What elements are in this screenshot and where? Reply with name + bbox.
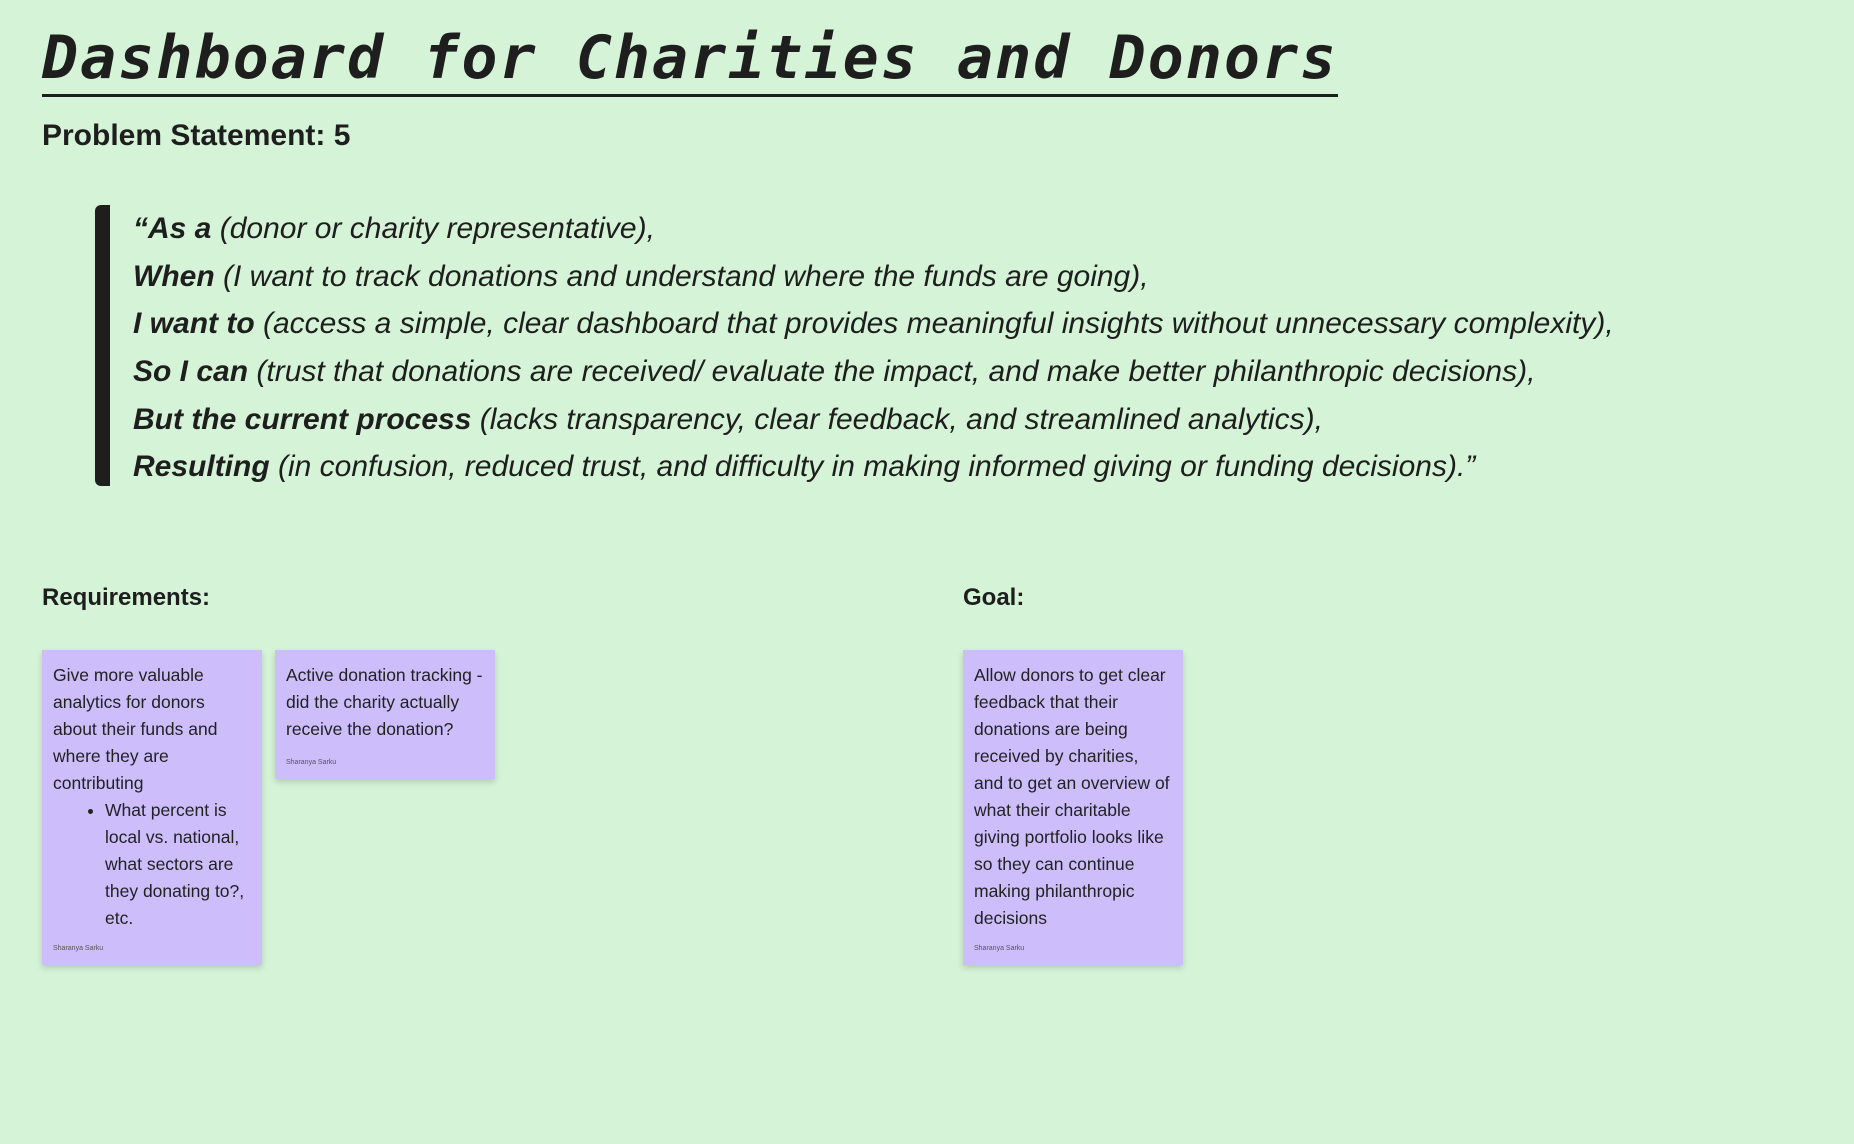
quote-line-i-want-to <box>133 300 1614 348</box>
quote-line-resulting <box>133 443 1614 491</box>
goal-heading: Goal: <box>963 584 1025 611</box>
quote-line-as-a <box>133 205 1614 253</box>
sticky-note-author: Sharanya Sarku <box>286 759 337 766</box>
sticky-note-analytics[interactable] <box>42 650 262 965</box>
quote-keyword: When <box>133 259 215 293</box>
quote-keyword: But the current process <box>133 402 472 436</box>
requirements-heading: Requirements: <box>42 584 211 611</box>
sticky-note-bullet-list <box>53 797 251 932</box>
sticky-note-bullet: • What percent is local vs. national, what sectors are they donating to?, etc. <box>105 797 251 932</box>
sticky-note-goal[interactable] <box>963 650 1183 965</box>
problem-statement-heading: Problem Statement: 5 <box>42 119 351 152</box>
quote-text: (donor or charity representative), <box>211 212 655 245</box>
quote-keyword: I want to <box>133 307 255 341</box>
sticky-note-author: Sharanya Sarku <box>53 945 104 952</box>
quote-text: (I want to track donations and understand where the funds are going), <box>214 259 1149 293</box>
sticky-note-text: Allow donors to get clear feedback that their donations are being received by charities, and to get an overview of what their charitable giving portfolio looks like so they can continue making philanthropic decisions <box>974 665 1170 928</box>
sticky-note-author: Sharanya Sarku <box>974 945 1025 952</box>
quote-line-current-process <box>133 396 1614 444</box>
problem-statement-quote <box>95 205 1614 486</box>
quote-text: (access a simple, clear dashboard that provides meaningful insights without unnecessary complexity), <box>254 307 1614 341</box>
sticky-note-text: Give more valuable analytics for donors about their funds and where they are contributing <box>53 665 218 793</box>
quote-line-when <box>133 253 1614 301</box>
sticky-note-donation-tracking[interactable] <box>275 650 495 779</box>
quote-text: (trust that donations are received/ evaluate the impact, and make better philanthropic decisions), <box>248 355 1536 389</box>
quote-line-so-i-can <box>133 348 1614 396</box>
page-title: Dashboard for Charities and Donors <box>42 22 1338 97</box>
quote-text: (lacks transparency, clear feedback, and streamlined analytics), <box>471 402 1323 436</box>
sticky-note-text: Active donation tracking - did the charity actually receive the donation? <box>286 665 483 739</box>
quote-keyword: Resulting <box>133 450 270 484</box>
quote-keyword: “As a <box>133 212 212 245</box>
quote-keyword: So I can <box>133 355 249 389</box>
quote-text: (in confusion, reduced trust, and difficulty in making informed giving or funding decisions).” <box>269 450 1476 484</box>
